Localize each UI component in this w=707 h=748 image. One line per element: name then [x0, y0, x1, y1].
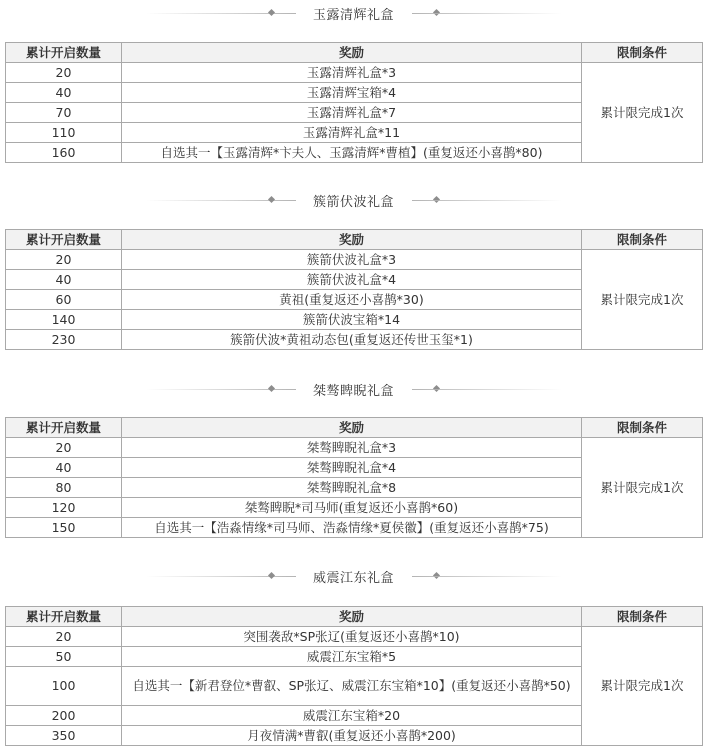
header-reward: 奖励 [122, 43, 582, 63]
reward-cell: 自选其一【新君登位*曹叡、SP张辽、威震江东宝箱*10】(重复返还小喜鹊*50) [122, 667, 582, 706]
header-limit: 限制条件 [582, 607, 703, 627]
count-cell: 150 [6, 518, 122, 538]
reward-cell: 自选其一【玉露清辉*卞夫人、玉露清辉*曹植】(重复返还小喜鹊*80) [122, 143, 582, 163]
reward-cell: 黄祖(重复返还小喜鹊*30) [122, 290, 582, 310]
section-yulu [0, 0, 707, 26]
count-cell: 200 [6, 706, 122, 726]
count-cell: 20 [6, 438, 122, 458]
title-line-right [412, 200, 562, 201]
title-line-right [412, 576, 562, 577]
table-row [6, 250, 703, 270]
header-count: 累计开启数量 [6, 230, 122, 250]
reward-cell: 威震江东宝箱*5 [122, 647, 582, 667]
header-count: 累计开启数量 [6, 418, 122, 438]
table-row [6, 627, 703, 647]
reward-cell: 簇箭伏波宝箱*14 [122, 310, 582, 330]
section-jieao [0, 376, 707, 402]
count-cell: 40 [6, 270, 122, 290]
reward-cell: 突围袭敌*SP张辽(重复返还小喜鹊*10) [122, 627, 582, 647]
reward-cell: 簇箭伏波礼盒*3 [122, 250, 582, 270]
count-cell: 160 [6, 143, 122, 163]
count-cell: 120 [6, 498, 122, 518]
reward-cell: 桀骜睥睨礼盒*8 [122, 478, 582, 498]
reward-cell: 簇箭伏波礼盒*4 [122, 270, 582, 290]
limit-cell: 累计限完成1次 [582, 250, 703, 350]
reward-table [5, 417, 703, 538]
header-reward: 奖励 [122, 230, 582, 250]
table-header-row [6, 418, 703, 438]
header-limit: 限制条件 [582, 230, 703, 250]
count-cell: 230 [6, 330, 122, 350]
count-cell: 20 [6, 627, 122, 647]
reward-cell: 自选其一【浩淼情缘*司马师、浩淼情缘*夏侯徽】(重复返还小喜鹊*75) [122, 518, 582, 538]
table-row [6, 63, 703, 83]
count-cell: 100 [6, 667, 122, 706]
reward-cell: 桀骜睥睨礼盒*4 [122, 458, 582, 478]
reward-cell: 玉露清辉宝箱*4 [122, 83, 582, 103]
count-cell: 350 [6, 726, 122, 746]
section-title: 威震江东礼盒 [312, 570, 394, 586]
diamond-icon [267, 385, 274, 392]
reward-cell: 玉露清辉礼盒*3 [122, 63, 582, 83]
count-cell: 70 [6, 103, 122, 123]
reward-table [5, 229, 703, 350]
header-count: 累计开启数量 [6, 607, 122, 627]
reward-cell: 玉露清辉礼盒*7 [122, 103, 582, 123]
reward-cell: 威震江东宝箱*20 [122, 706, 582, 726]
title-line-right [412, 13, 562, 14]
reward-cell: 桀骜睥睨礼盒*3 [122, 438, 582, 458]
count-cell: 20 [6, 250, 122, 270]
section-title-bar [0, 376, 707, 402]
table-header-row [6, 230, 703, 250]
section-title: 簇箭伏波礼盒 [312, 194, 394, 210]
section-title: 玉露清辉礼盒 [312, 7, 394, 23]
count-cell: 50 [6, 647, 122, 667]
count-cell: 20 [6, 63, 122, 83]
header-limit: 限制条件 [582, 43, 703, 63]
section-cujian [0, 187, 707, 213]
count-cell: 110 [6, 123, 122, 143]
section-weizhen [0, 563, 707, 589]
count-cell: 80 [6, 478, 122, 498]
title-line-right [412, 389, 562, 390]
section-title-bar [0, 0, 707, 26]
table-row [6, 438, 703, 458]
diamond-icon [267, 572, 274, 579]
table-header-row [6, 607, 703, 627]
reward-table [5, 42, 703, 163]
reward-cell: 月夜情满*曹叡(重复返还小喜鹊*200) [122, 726, 582, 746]
limit-cell: 累计限完成1次 [582, 438, 703, 538]
count-cell: 40 [6, 458, 122, 478]
header-limit: 限制条件 [582, 418, 703, 438]
diamond-icon [267, 196, 274, 203]
diamond-icon [267, 9, 274, 16]
reward-cell: 玉露清辉礼盒*11 [122, 123, 582, 143]
limit-cell: 累计限完成1次 [582, 627, 703, 746]
reward-cell: 桀骜睥睨*司马师(重复返还小喜鹊*60) [122, 498, 582, 518]
header-reward: 奖励 [122, 607, 582, 627]
count-cell: 60 [6, 290, 122, 310]
reward-table [5, 606, 703, 746]
section-title-bar [0, 187, 707, 213]
limit-cell: 累计限完成1次 [582, 63, 703, 163]
count-cell: 140 [6, 310, 122, 330]
table-header-row [6, 43, 703, 63]
reward-cell: 簇箭伏波*黄祖动态包(重复返还传世玉玺*1) [122, 330, 582, 350]
header-count: 累计开启数量 [6, 43, 122, 63]
header-reward: 奖励 [122, 418, 582, 438]
section-title: 桀骜睥睨礼盒 [312, 383, 394, 399]
section-title-bar [0, 563, 707, 589]
count-cell: 40 [6, 83, 122, 103]
